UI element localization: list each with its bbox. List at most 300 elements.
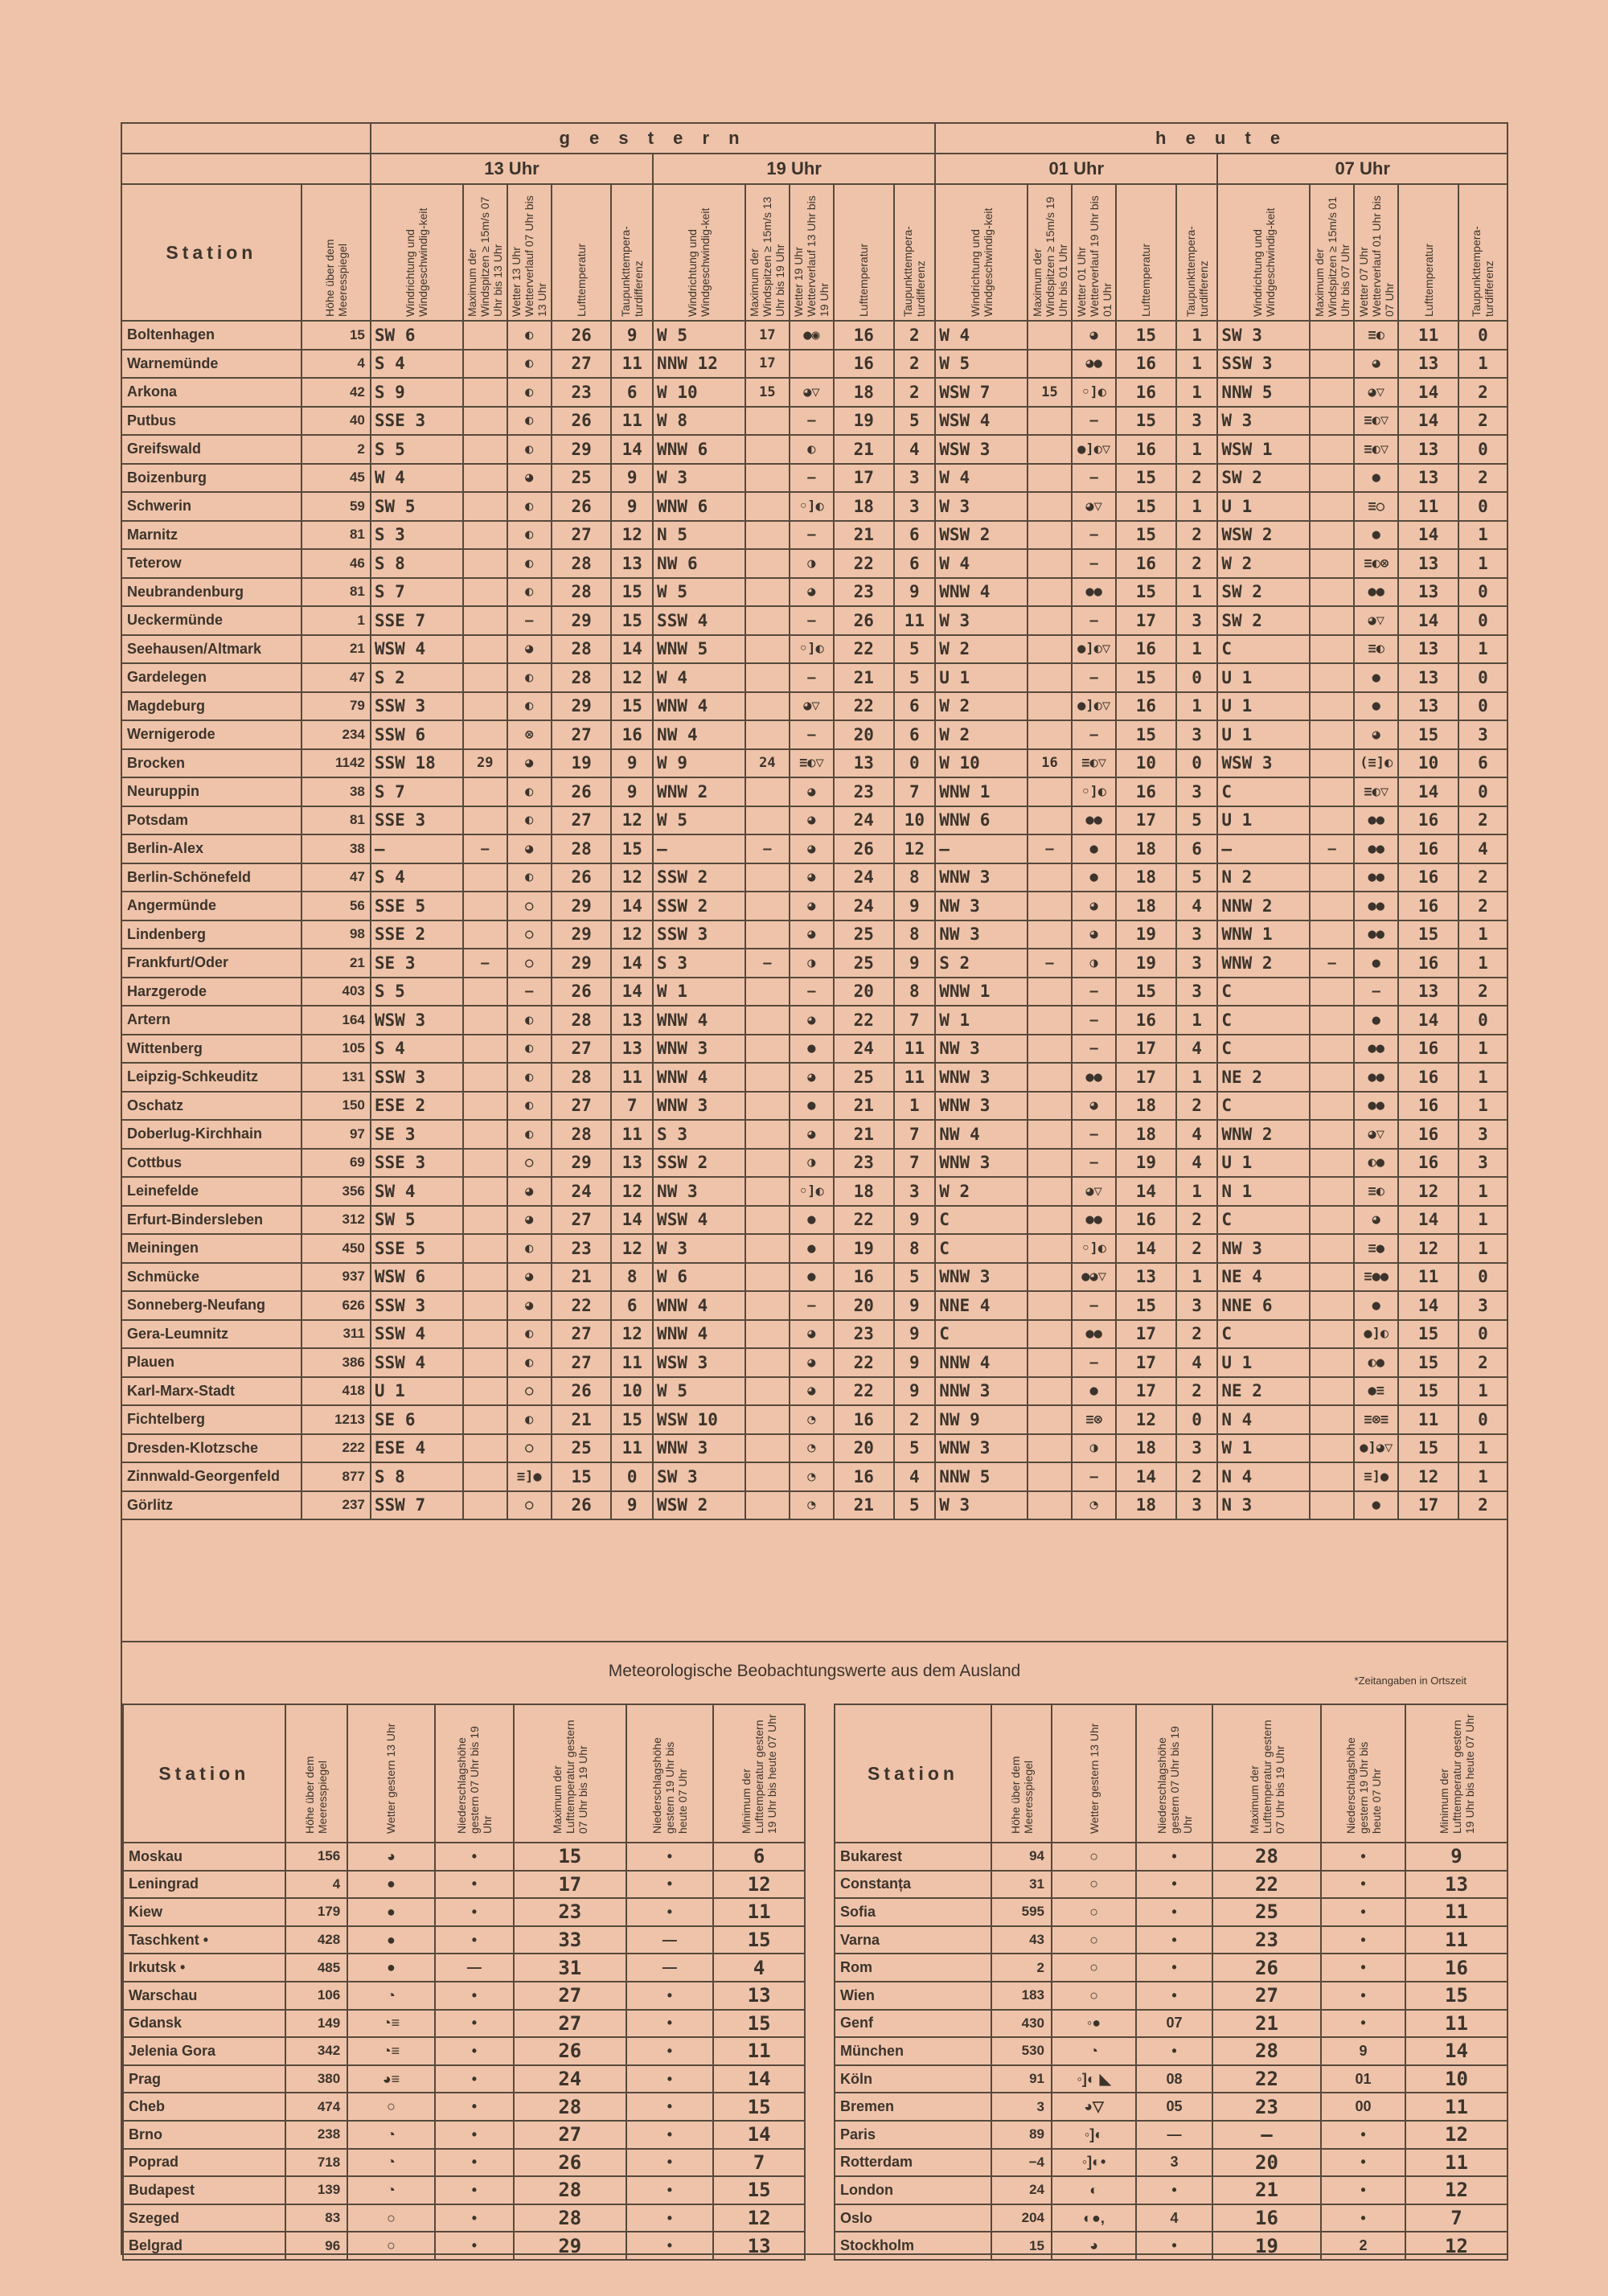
precip-night: • bbox=[626, 1871, 714, 1899]
dewpoint-07: 1 bbox=[1458, 949, 1508, 978]
max-07 bbox=[1310, 350, 1354, 379]
dewpoint-07: 6 bbox=[1458, 749, 1508, 778]
station-name: Zinnwald-Georgenfeld bbox=[121, 1462, 302, 1491]
dewpoint-13: 15 bbox=[611, 692, 653, 721]
temp-13: 27 bbox=[552, 1035, 612, 1064]
station-name: Jelenia Gora bbox=[123, 2037, 285, 2065]
table-row bbox=[121, 834, 1508, 863]
dewpoint-13: 11 bbox=[611, 407, 653, 436]
temp-01-header: Lufttemperatur bbox=[1116, 184, 1176, 321]
max-07 bbox=[1310, 806, 1354, 835]
temp-19: 23 bbox=[834, 777, 894, 806]
weather-19: ◕ bbox=[790, 834, 834, 863]
weather-01: ● bbox=[1072, 1377, 1116, 1406]
max-13 bbox=[463, 378, 507, 407]
max-temp: 33 bbox=[514, 1926, 626, 1954]
table-row bbox=[121, 1206, 1508, 1235]
max-temp: 17 bbox=[514, 1871, 626, 1899]
dewpoint-01: 1 bbox=[1176, 350, 1218, 379]
max-01 bbox=[1028, 806, 1072, 835]
dewpoint-01: 3 bbox=[1176, 777, 1218, 806]
dewpoint-19: 7 bbox=[894, 1149, 936, 1178]
max-13 bbox=[463, 350, 507, 379]
wind-01: WNW 6 bbox=[935, 806, 1028, 835]
weather-13: ○ bbox=[1052, 1898, 1136, 1926]
max-19 bbox=[745, 663, 790, 692]
weather-07: ●● bbox=[1354, 1063, 1398, 1092]
weather-13: ◦]◐• bbox=[1052, 2149, 1136, 2177]
max-13 bbox=[463, 521, 507, 550]
wind-07: N 4 bbox=[1217, 1462, 1310, 1491]
station-height: 83 bbox=[285, 2204, 348, 2232]
weather-01: — bbox=[1072, 1462, 1116, 1491]
dewpoint-07: 1 bbox=[1458, 1462, 1508, 1491]
precip-night: 00 bbox=[1321, 2093, 1405, 2121]
weather-13: ◐ bbox=[507, 578, 552, 607]
max-01 bbox=[1028, 1320, 1072, 1349]
weather-01: ◔ bbox=[1072, 1491, 1116, 1520]
temp-19: 20 bbox=[834, 720, 894, 749]
temp-19: 17 bbox=[834, 464, 894, 493]
max-13 bbox=[463, 435, 507, 464]
wind-13: SSW 18 bbox=[371, 749, 463, 778]
weather-01: ≡⊗ bbox=[1072, 1405, 1116, 1434]
dewpoint-07: 1 bbox=[1458, 1234, 1508, 1263]
wind-19: W 1 bbox=[653, 978, 745, 1007]
precip-night: • bbox=[626, 2149, 714, 2177]
table-row bbox=[835, 2065, 1508, 2093]
weather-19: ◕ bbox=[790, 920, 834, 949]
temp-19: 22 bbox=[834, 635, 894, 664]
max-temp: 15 bbox=[514, 1843, 626, 1871]
station-height: 81 bbox=[302, 806, 371, 835]
max-temp: 26 bbox=[514, 2149, 626, 2177]
precip-night: • bbox=[1321, 1982, 1405, 2010]
temp-01: 17 bbox=[1116, 1377, 1176, 1406]
weather-19: ◕ bbox=[790, 863, 834, 892]
wind-19: WNW 4 bbox=[653, 692, 745, 721]
weather-13: ◐ bbox=[507, 549, 552, 578]
weather-19: ◑ bbox=[790, 949, 834, 978]
weather-19: ≡◐▽ bbox=[790, 749, 834, 778]
foreign-table-right bbox=[834, 1704, 1508, 2261]
temp-07: 11 bbox=[1398, 1405, 1458, 1434]
temp-13: 26 bbox=[552, 1377, 612, 1406]
dewpoint-01: 0 bbox=[1176, 749, 1218, 778]
max-13 bbox=[463, 777, 507, 806]
weather-07: ●● bbox=[1354, 892, 1398, 920]
temp-19: 24 bbox=[834, 806, 894, 835]
max-13 bbox=[463, 407, 507, 436]
table-row bbox=[121, 692, 1508, 721]
max-temp: 29 bbox=[514, 2232, 626, 2260]
temp-01: 15 bbox=[1116, 464, 1176, 493]
station-height: 234 bbox=[302, 720, 371, 749]
max-19 bbox=[745, 806, 790, 835]
weather-13: — bbox=[507, 978, 552, 1007]
wind-01: WNW 3 bbox=[935, 1149, 1028, 1178]
dewpoint-13: 16 bbox=[611, 720, 653, 749]
max-19 bbox=[745, 1035, 790, 1064]
weather-13: ◔ bbox=[347, 2149, 435, 2177]
height-header: Höhe über dem Meeresspiegel bbox=[302, 184, 371, 321]
dewpoint-01: 4 bbox=[1176, 1035, 1218, 1064]
weather-13: ◐ bbox=[507, 321, 552, 350]
dewpoint-07: 0 bbox=[1458, 492, 1508, 521]
temp-01: 16 bbox=[1116, 350, 1176, 379]
weather-19: ◕ bbox=[790, 578, 834, 607]
max-19 bbox=[745, 492, 790, 521]
weather-07: ● bbox=[1354, 1291, 1398, 1320]
station-height: 15 bbox=[302, 321, 371, 350]
precip-night: • bbox=[626, 2037, 714, 2065]
max-01 bbox=[1028, 1291, 1072, 1320]
max-temp: 27 bbox=[514, 2121, 626, 2149]
max-temp: 27 bbox=[1212, 1982, 1321, 2010]
precip-night: 01 bbox=[1321, 2065, 1405, 2093]
max-19 bbox=[745, 920, 790, 949]
max-07 bbox=[1310, 920, 1354, 949]
table-row bbox=[123, 2232, 805, 2260]
max-07 bbox=[1310, 1063, 1354, 1092]
table-row bbox=[123, 2065, 805, 2093]
temp-01: 17 bbox=[1116, 606, 1176, 635]
weather-13: ◦]◐ bbox=[1052, 2121, 1136, 2149]
wetter-19-header: Wetter 19 Uhr Wetterverlauf 13 Uhr bis 19 Uhr bbox=[790, 184, 834, 321]
wind-07: WNW 1 bbox=[1217, 920, 1310, 949]
station-height: 21 bbox=[302, 635, 371, 664]
max-13 bbox=[463, 606, 507, 635]
wind-07: NE 2 bbox=[1217, 1063, 1310, 1092]
group-gestern: g e s t e r n bbox=[371, 123, 935, 154]
max-01 bbox=[1028, 720, 1072, 749]
dewpoint-07: 0 bbox=[1458, 1405, 1508, 1434]
station-name: Bremen bbox=[835, 2093, 991, 2121]
wind-13: SW 6 bbox=[371, 321, 463, 350]
weather-07: ≡◐▽ bbox=[1354, 777, 1398, 806]
dewpoint-13: 9 bbox=[611, 749, 653, 778]
time-07: 07 Uhr bbox=[1217, 154, 1508, 184]
station-name: Budapest bbox=[123, 2176, 285, 2204]
temp-13: 26 bbox=[552, 978, 612, 1007]
wind-01: W 2 bbox=[935, 635, 1028, 664]
dewpoint-19: 6 bbox=[894, 692, 936, 721]
min-temp: 15 bbox=[713, 1926, 805, 1954]
wind-07: SW 2 bbox=[1217, 464, 1310, 493]
wind-01: NW 4 bbox=[935, 1120, 1028, 1149]
temp-13: 26 bbox=[552, 1491, 612, 1520]
precip-day: • bbox=[1136, 1982, 1212, 2010]
weather-01: ●● bbox=[1072, 1320, 1116, 1349]
table-row bbox=[121, 407, 1508, 436]
max-19: 24 bbox=[745, 749, 790, 778]
weather-13: ◐ bbox=[507, 663, 552, 692]
wind-13: SSW 7 bbox=[371, 1491, 463, 1520]
temp-13: 27 bbox=[552, 350, 612, 379]
temp-07: 17 bbox=[1398, 1491, 1458, 1520]
station-name: Lindenberg bbox=[121, 920, 302, 949]
wind-07: C bbox=[1217, 1206, 1310, 1235]
wind-13: SSW 3 bbox=[371, 1291, 463, 1320]
dewpoint-19: 5 bbox=[894, 407, 936, 436]
station-name: Wernigerode bbox=[121, 720, 302, 749]
station-name: Sofia bbox=[835, 1898, 991, 1926]
max-07 bbox=[1310, 863, 1354, 892]
timezone-note: *Zeitangaben in Ortszeit bbox=[1354, 1675, 1466, 1687]
station-height: 96 bbox=[285, 2232, 348, 2260]
precip-night: • bbox=[626, 1982, 714, 2010]
precip-night: • bbox=[626, 2121, 714, 2149]
weather-07: ≡○ bbox=[1354, 492, 1398, 521]
temp-01: 16 bbox=[1116, 777, 1176, 806]
dewpoint-13: 12 bbox=[611, 1234, 653, 1263]
wind-19: WSW 3 bbox=[653, 1348, 745, 1377]
dewpoint-07: 1 bbox=[1458, 1063, 1508, 1092]
temp-13: 28 bbox=[552, 635, 612, 664]
weather-07: ◕ bbox=[1354, 350, 1398, 379]
table-row bbox=[835, 2010, 1508, 2038]
weather-13: ◐ bbox=[507, 1234, 552, 1263]
precip-night: 2 bbox=[1321, 2232, 1405, 2260]
dewpoint-07: 2 bbox=[1458, 1491, 1508, 1520]
weather-01: ◕ bbox=[1072, 1092, 1116, 1121]
min-temp: 11 bbox=[1405, 2149, 1508, 2177]
dewpoint-13: 12 bbox=[611, 1320, 653, 1349]
max-13 bbox=[463, 464, 507, 493]
taupunkt-19-header: Taupunkttempera-turdifferenz bbox=[894, 184, 936, 321]
dewpoint-01: 3 bbox=[1176, 1434, 1218, 1463]
temp-19: 24 bbox=[834, 1035, 894, 1064]
weather-13: ○ bbox=[507, 1377, 552, 1406]
weather-report-page bbox=[121, 122, 1508, 2255]
max-13 bbox=[463, 1092, 507, 1121]
wetter-07-header: Wetter 07 Uhr Wetterverlauf 01 Uhr bis 07 Uhr bbox=[1354, 184, 1398, 321]
max-01 bbox=[1028, 521, 1072, 550]
weather-19 bbox=[790, 350, 834, 379]
temp-19: 16 bbox=[834, 321, 894, 350]
station-height: 450 bbox=[302, 1234, 371, 1263]
f-max-header: Maximum der Lufttemperatur gestern 07 Uhr bis 19 Uhr bbox=[1212, 1704, 1321, 1843]
precip-day: • bbox=[435, 2232, 514, 2260]
station-height: 131 bbox=[302, 1063, 371, 1092]
table-row bbox=[121, 435, 1508, 464]
max-temp: 16 bbox=[1212, 2204, 1321, 2232]
temp-19: 18 bbox=[834, 1177, 894, 1206]
max-07 bbox=[1310, 578, 1354, 607]
wind-13: SE 6 bbox=[371, 1405, 463, 1434]
dewpoint-01: 1 bbox=[1176, 692, 1218, 721]
weather-07: ◕▽ bbox=[1354, 606, 1398, 635]
weather-07: — bbox=[1354, 978, 1398, 1007]
weather-13: ◐ bbox=[507, 1035, 552, 1064]
temp-07: 15 bbox=[1398, 920, 1458, 949]
wind-19: NW 4 bbox=[653, 720, 745, 749]
wind-13: S 7 bbox=[371, 777, 463, 806]
table-row bbox=[835, 2204, 1508, 2232]
temp-07: 14 bbox=[1398, 606, 1458, 635]
temp-19: 22 bbox=[834, 1348, 894, 1377]
max-19 bbox=[745, 549, 790, 578]
station-height: 237 bbox=[302, 1491, 371, 1520]
temp-01: 15 bbox=[1116, 521, 1176, 550]
weather-07: (≡]◐ bbox=[1354, 749, 1398, 778]
station-height: 380 bbox=[285, 2065, 348, 2093]
wind-01: WNW 1 bbox=[935, 777, 1028, 806]
temp-13: 21 bbox=[552, 1405, 612, 1434]
max-01 bbox=[1028, 1377, 1072, 1406]
wind-01: W 2 bbox=[935, 692, 1028, 721]
dewpoint-13: 9 bbox=[611, 1491, 653, 1520]
weather-13: ⊗ bbox=[507, 720, 552, 749]
wetter-13-header: Wetter 13 Uhr Wetterverlauf 07 Uhr bis 13 Uhr bbox=[507, 184, 552, 321]
weather-19: — bbox=[790, 407, 834, 436]
f-height-header: Höhe über dem Meeresspiegel bbox=[285, 1704, 348, 1843]
dewpoint-19: 9 bbox=[894, 1320, 936, 1349]
taupunkt-01-header: Taupunkttempera-turdifferenz bbox=[1176, 184, 1218, 321]
wind-19: SW 3 bbox=[653, 1462, 745, 1491]
wind-07: C bbox=[1217, 978, 1310, 1007]
weather-07: ≡● bbox=[1354, 1234, 1398, 1263]
temp-13: 27 bbox=[552, 1206, 612, 1235]
wind-01: W 10 bbox=[935, 749, 1028, 778]
max-19 bbox=[745, 1263, 790, 1292]
max-07 bbox=[1310, 1377, 1354, 1406]
station-name: Varna bbox=[835, 1926, 991, 1954]
station-height: 403 bbox=[302, 978, 371, 1007]
precip-day: • bbox=[1136, 1843, 1212, 1871]
dewpoint-19: 8 bbox=[894, 863, 936, 892]
table-row bbox=[121, 464, 1508, 493]
blank-corner bbox=[121, 123, 371, 154]
wind-13: ESE 2 bbox=[371, 1092, 463, 1121]
station-height: 15 bbox=[991, 2232, 1052, 2260]
wind-13: SSE 7 bbox=[371, 606, 463, 635]
temp-19: 22 bbox=[834, 692, 894, 721]
wind-07: NNW 2 bbox=[1217, 892, 1310, 920]
min-temp: 12 bbox=[1405, 2176, 1508, 2204]
dewpoint-01: 3 bbox=[1176, 1291, 1218, 1320]
dewpoint-19: 7 bbox=[894, 1120, 936, 1149]
weather-07: ●● bbox=[1354, 806, 1398, 835]
table-row bbox=[121, 1491, 1508, 1520]
dewpoint-01: 2 bbox=[1176, 1462, 1218, 1491]
dewpoint-19: 12 bbox=[894, 834, 936, 863]
wind-07: NE 2 bbox=[1217, 1377, 1310, 1406]
dewpoint-01: 2 bbox=[1176, 464, 1218, 493]
station-name: Warschau bbox=[123, 1982, 285, 2010]
wind-07: U 1 bbox=[1217, 663, 1310, 692]
temp-07: 16 bbox=[1398, 1120, 1458, 1149]
max-01 bbox=[1028, 1348, 1072, 1377]
dewpoint-19: 9 bbox=[894, 1377, 936, 1406]
weather-13: ◐ bbox=[507, 1063, 552, 1092]
max-temp: 22 bbox=[1212, 2065, 1321, 2093]
max-07 bbox=[1310, 1177, 1354, 1206]
wind-01: NW 3 bbox=[935, 892, 1028, 920]
max-07 bbox=[1310, 978, 1354, 1007]
max-01 bbox=[1028, 407, 1072, 436]
table-row bbox=[121, 777, 1508, 806]
weather-13: ◐ bbox=[507, 521, 552, 550]
table-row bbox=[121, 863, 1508, 892]
weather-19: ◦]◐ bbox=[790, 492, 834, 521]
weather-13: ◐ bbox=[1052, 2176, 1136, 2204]
table-row bbox=[121, 606, 1508, 635]
temp-19: 21 bbox=[834, 435, 894, 464]
weather-13: ● bbox=[347, 1954, 435, 1982]
max-13 bbox=[463, 1348, 507, 1377]
temp-07: 14 bbox=[1398, 407, 1458, 436]
precip-day: • bbox=[435, 2010, 514, 2038]
weather-13: ○ bbox=[507, 949, 552, 978]
temp-01: 16 bbox=[1116, 1006, 1176, 1035]
max-01 bbox=[1028, 492, 1072, 521]
dewpoint-13: 11 bbox=[611, 1434, 653, 1463]
temp-01: 16 bbox=[1116, 435, 1176, 464]
station-name: München bbox=[835, 2037, 991, 2065]
station-height: 38 bbox=[302, 834, 371, 863]
temp-19: 24 bbox=[834, 892, 894, 920]
dewpoint-07: 4 bbox=[1458, 834, 1508, 863]
precip-night: • bbox=[1321, 2176, 1405, 2204]
weather-13: ◐ bbox=[507, 777, 552, 806]
max-temp: 31 bbox=[514, 1954, 626, 1982]
max-19 bbox=[745, 978, 790, 1007]
wind-13: SSE 5 bbox=[371, 1234, 463, 1263]
temp-01: 18 bbox=[1116, 1092, 1176, 1121]
weather-13: ● bbox=[347, 1898, 435, 1926]
wind-01: WNW 4 bbox=[935, 578, 1028, 607]
weather-01: ◦]◐ bbox=[1072, 378, 1116, 407]
max-19 bbox=[745, 1434, 790, 1463]
weather-13: ◕ bbox=[507, 1177, 552, 1206]
dewpoint-19: 7 bbox=[894, 1006, 936, 1035]
station-height: 474 bbox=[285, 2093, 348, 2121]
max-07 bbox=[1310, 1348, 1354, 1377]
weather-01: ●◕▽ bbox=[1072, 1263, 1116, 1292]
weather-01: — bbox=[1072, 407, 1116, 436]
group-heute: h e u t e bbox=[935, 123, 1508, 154]
station-name: Leinefelde bbox=[121, 1177, 302, 1206]
wind-19: SSW 2 bbox=[653, 892, 745, 920]
station-height: 418 bbox=[302, 1377, 371, 1406]
weather-01: ● bbox=[1072, 834, 1116, 863]
temp-19: 26 bbox=[834, 834, 894, 863]
table-row bbox=[121, 1291, 1508, 1320]
f-station-header: Station bbox=[835, 1704, 991, 1843]
weather-13: ● bbox=[347, 1871, 435, 1899]
max-19 bbox=[745, 1234, 790, 1263]
temp-13: 27 bbox=[552, 521, 612, 550]
f-nieder-header: Niederschlagshöhe gestern 07 Uhr bis 19 Uhr bbox=[435, 1704, 514, 1843]
station-name: Oslo bbox=[835, 2204, 991, 2232]
dewpoint-01: 3 bbox=[1176, 1491, 1218, 1520]
table-row bbox=[835, 1954, 1508, 1982]
weather-01: — bbox=[1072, 606, 1116, 635]
precip-day: • bbox=[435, 2149, 514, 2177]
time-19: 19 Uhr bbox=[653, 154, 935, 184]
weather-19: ◔ bbox=[790, 1491, 834, 1520]
temp-19: 21 bbox=[834, 1491, 894, 1520]
max-01 bbox=[1028, 1063, 1072, 1092]
wind-07: U 1 bbox=[1217, 806, 1310, 835]
wind-01: NW 3 bbox=[935, 920, 1028, 949]
weather-13: ◐ bbox=[507, 1120, 552, 1149]
temp-19: 25 bbox=[834, 920, 894, 949]
weather-07: ●● bbox=[1354, 1092, 1398, 1121]
weather-01: ◕▽ bbox=[1072, 492, 1116, 521]
precip-night: • bbox=[626, 2093, 714, 2121]
